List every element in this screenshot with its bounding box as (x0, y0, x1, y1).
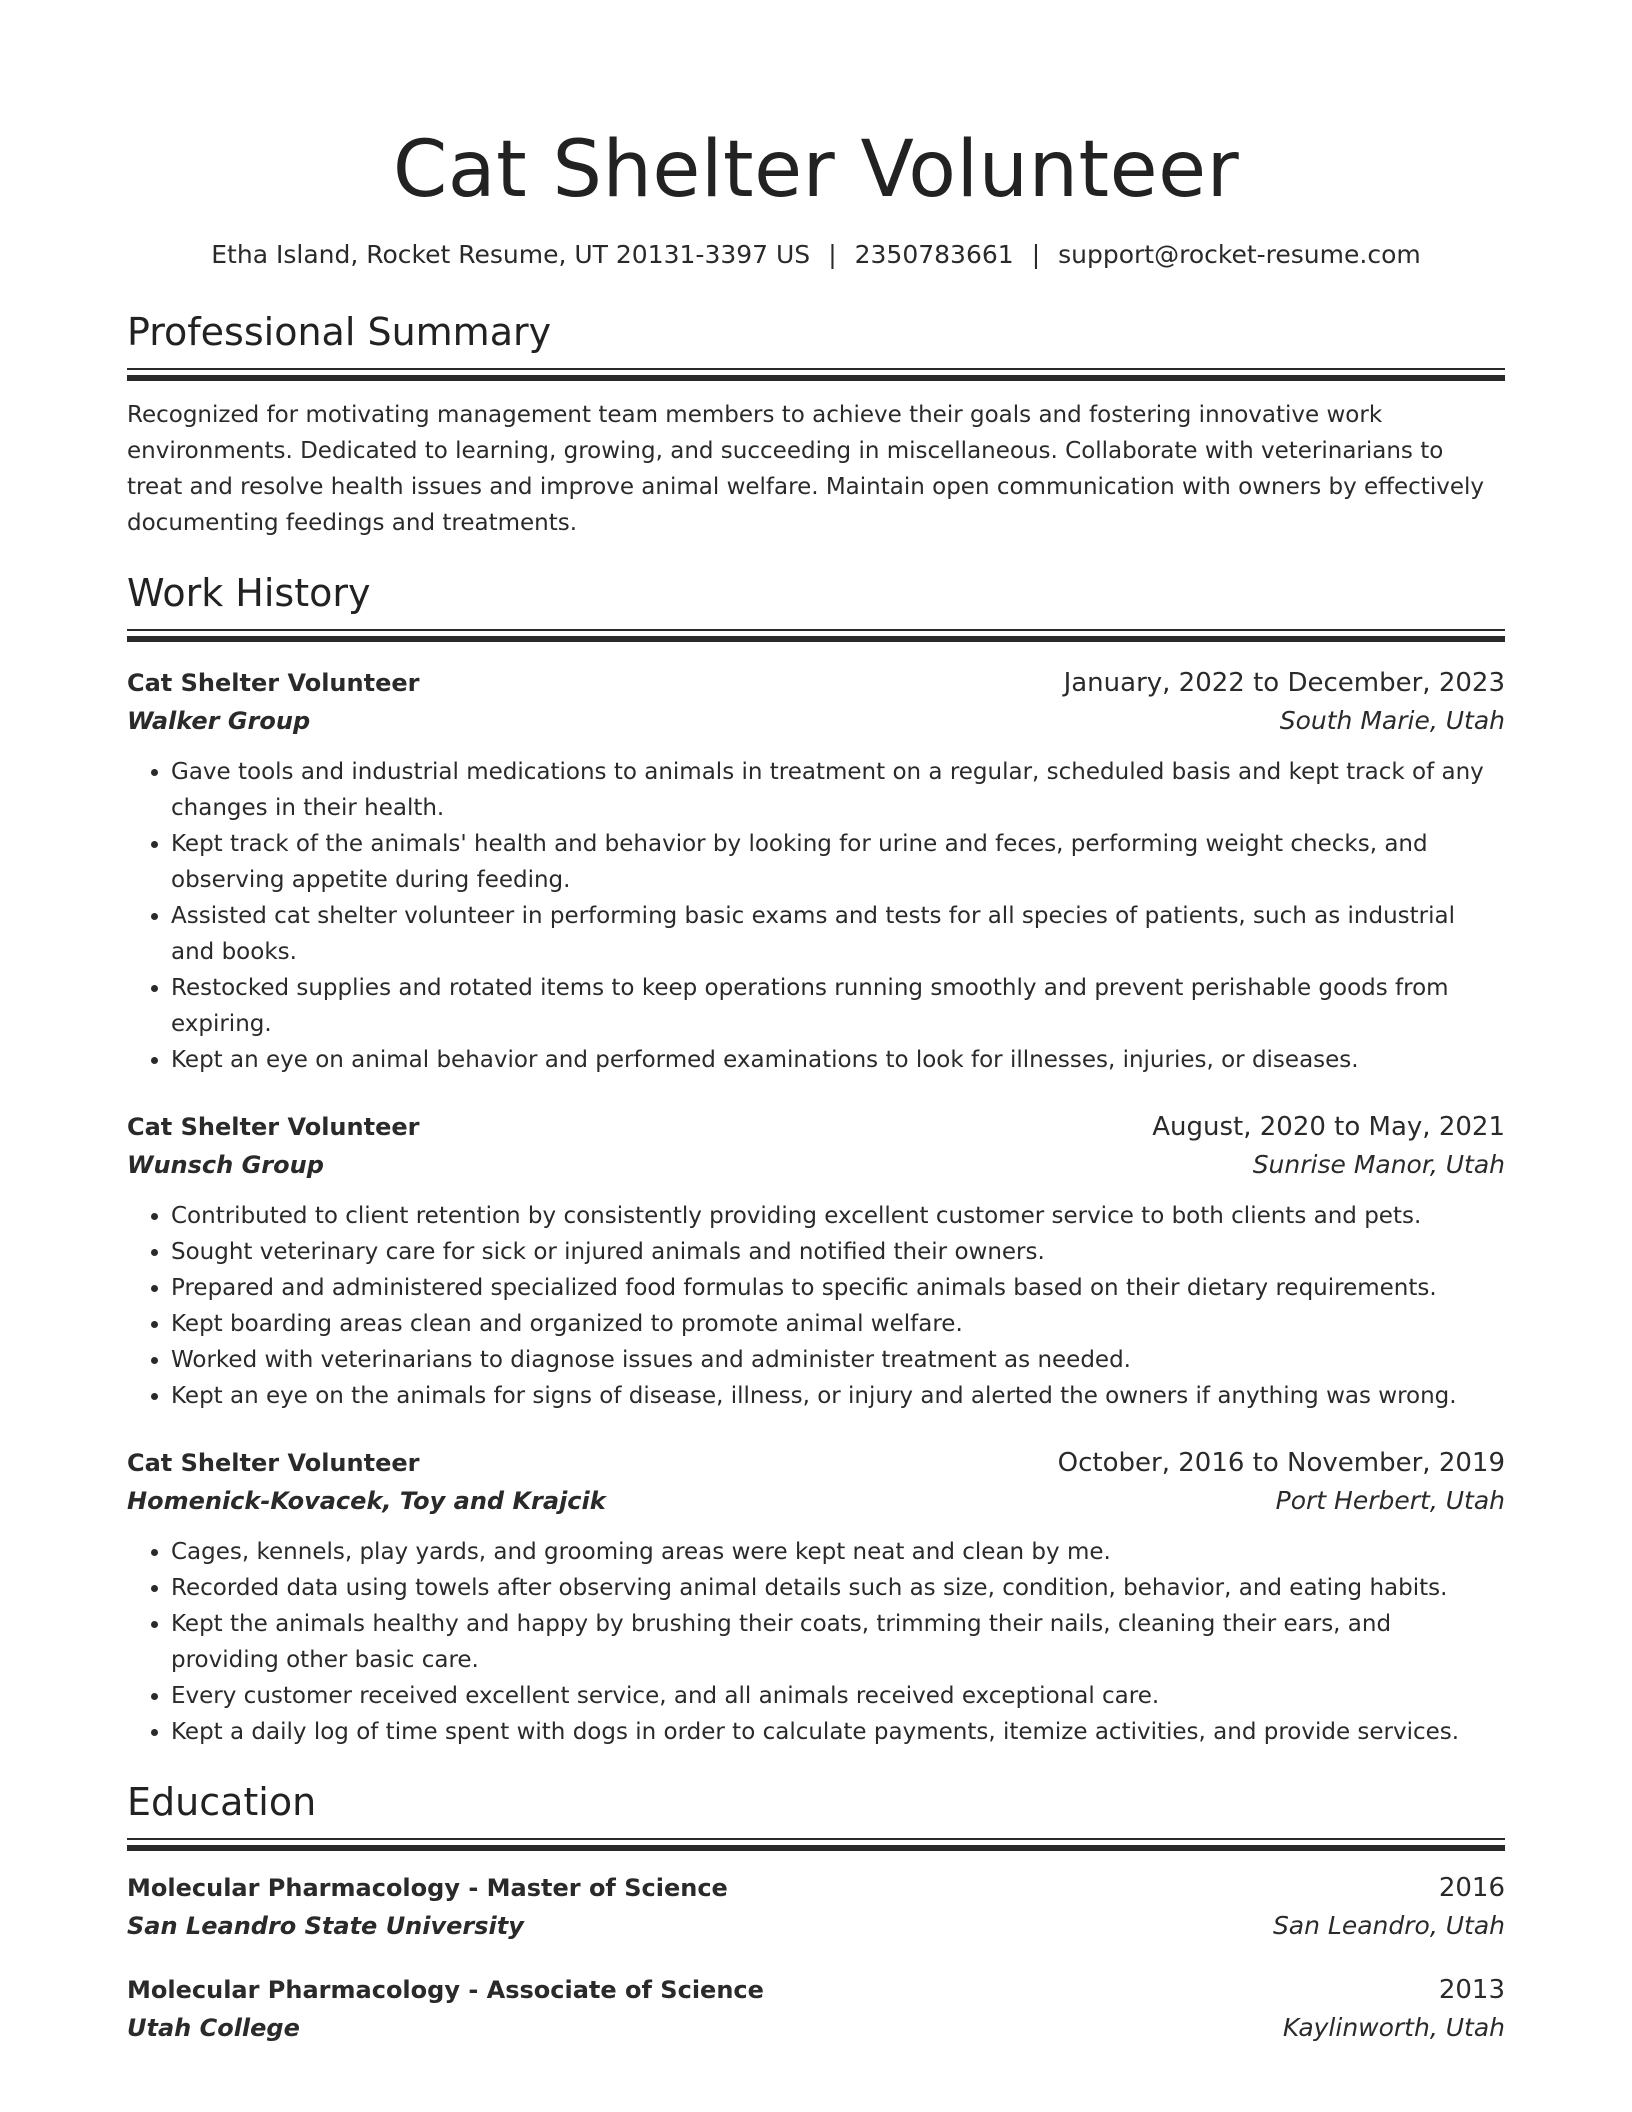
education-location: San Leandro, Utah (1272, 1911, 1505, 1940)
contact-separator: | (828, 240, 837, 269)
education-degree: Molecular Pharmacology - Associate of Science (127, 1976, 764, 2004)
summary-text: Recognized for motivating management team members to achieve their goals and fostering innovative work environments. Dedicated to learning, growing, and succeeding in miscellaneous. Collaborate with veterinarians to treat and resolve health issues and improve animal welfare. Maintain open communication with owners by effectively documenting feedings and treatments. (127, 402, 1484, 536)
education-school-row (127, 2009, 1505, 2047)
contact-address: Etha Island, Rocket Resume, UT 20131-3397 US (211, 240, 811, 269)
job-bullet: • Every customer received excellent service, and all animals received exceptional care. (171, 1678, 1505, 1714)
resume-name: Cat Shelter Volunteer (392, 125, 1240, 215)
job-company: Walker Group (127, 707, 311, 735)
job-entry (127, 664, 1505, 1078)
education-header-row (127, 1971, 1505, 2009)
contact-phone: 2350783661 (854, 240, 1014, 269)
section-title-work-history: Work History (127, 571, 371, 615)
job-bullet: • Kept track of the animals' health and behavior by looking for urine and feces, performing weight checks, and observing appetite during feeding. (171, 826, 1505, 898)
job-bullet: • Prepared and administered specialized food formulas to specific animals based on their dietary requirements. (171, 1270, 1505, 1306)
job-location: South Marie, Utah (1279, 706, 1505, 735)
education-year: 2016 (1438, 1873, 1505, 1903)
job-bullet-list (127, 1534, 1505, 1750)
job-bullet-list (127, 754, 1505, 1078)
section-divider (127, 368, 1505, 381)
job-bullet: • Kept an eye on animal behavior and performed examinations to look for illnesses, injuries, or diseases. (171, 1042, 1505, 1078)
job-entry (127, 1444, 1505, 1750)
job-company: Homenick-Kovacek, Toy and Krajcik (127, 1487, 606, 1515)
job-header-row (127, 1444, 1505, 1482)
education-entry (127, 1869, 1505, 1945)
job-dates: October, 2016 to November, 2019 (1057, 1448, 1505, 1478)
job-bullet: • Recorded data using towels after observing animal details such as size, condition, behavior, and eating habits. (171, 1570, 1505, 1606)
education-section (127, 1778, 1505, 2047)
job-location: Sunrise Manor, Utah (1252, 1150, 1505, 1179)
job-entry (127, 1108, 1505, 1414)
job-title: Cat Shelter Volunteer (127, 669, 420, 697)
job-bullet: • Kept the animals healthy and happy by brushing their coats, trimming their nails, cleaning their ears, and providing other basic care. (171, 1606, 1505, 1678)
contact-separator: | (1031, 240, 1041, 269)
job-bullet: • Kept an eye on the animals for signs of disease, illness, or injury and alerted the owners if anything was wrong. (171, 1378, 1505, 1414)
section-title-summary: Professional Summary (127, 310, 552, 354)
job-location: Port Herbert, Utah (1275, 1486, 1505, 1515)
contact-email: support@rocket-resume.com (1058, 240, 1421, 269)
summary-section (127, 308, 1505, 541)
job-company-row (127, 1146, 1505, 1184)
job-header-row (127, 1108, 1505, 1146)
education-header-row (127, 1869, 1505, 1907)
job-company-row (127, 1482, 1505, 1520)
job-bullet: • Restocked supplies and rotated items to keep operations running smoothly and prevent perishable goods from expiring. (171, 970, 1505, 1042)
job-bullet: • Cages, kennels, play yards, and grooming areas were kept neat and clean by me. (171, 1534, 1505, 1570)
education-location: Kaylinworth, Utah (1282, 2013, 1505, 2042)
job-bullet: • Contributed to client retention by consistently providing excellent customer service to both clients and pets. (171, 1198, 1505, 1234)
job-bullet: • Assisted cat shelter volunteer in performing basic exams and tests for all species of patients, such as industrial and books. (171, 898, 1505, 970)
work-history-section (127, 569, 1505, 1750)
job-company-row (127, 702, 1505, 740)
job-dates: August, 2020 to May, 2021 (1152, 1112, 1505, 1142)
job-title: Cat Shelter Volunteer (127, 1113, 420, 1141)
job-bullet: • Sought veterinary care for sick or injured animals and notified their owners. (171, 1234, 1505, 1270)
job-bullet: • Gave tools and industrial medications to animals in treatment on a regular, scheduled basis and kept track of any changes in their health. (171, 754, 1505, 826)
education-degree: Molecular Pharmacology - Master of Science (127, 1874, 728, 1902)
education-year: 2013 (1438, 1975, 1505, 2005)
education-entry (127, 1971, 1505, 2047)
section-divider (127, 629, 1505, 642)
contact-line (127, 238, 1505, 272)
job-dates: January, 2022 to December, 2023 (1063, 668, 1505, 698)
job-company: Wunsch Group (127, 1151, 324, 1179)
job-bullet-list (127, 1198, 1505, 1414)
job-bullet: • Worked with veterinarians to diagnose issues and administer treatment as needed. (171, 1342, 1505, 1378)
section-title-education: Education (127, 1780, 317, 1824)
education-school: San Leandro State University (127, 1912, 524, 1940)
job-bullet: • Kept boarding areas clean and organized to promote animal welfare. (171, 1306, 1505, 1342)
job-bullet: • Kept a daily log of time spent with dogs in order to calculate payments, itemize activities, and provide services. (171, 1714, 1505, 1750)
job-header-row (127, 664, 1505, 702)
job-title: Cat Shelter Volunteer (127, 1449, 420, 1477)
education-school: Utah College (127, 2014, 300, 2042)
education-school-row (127, 1907, 1505, 1945)
section-divider (127, 1838, 1505, 1851)
